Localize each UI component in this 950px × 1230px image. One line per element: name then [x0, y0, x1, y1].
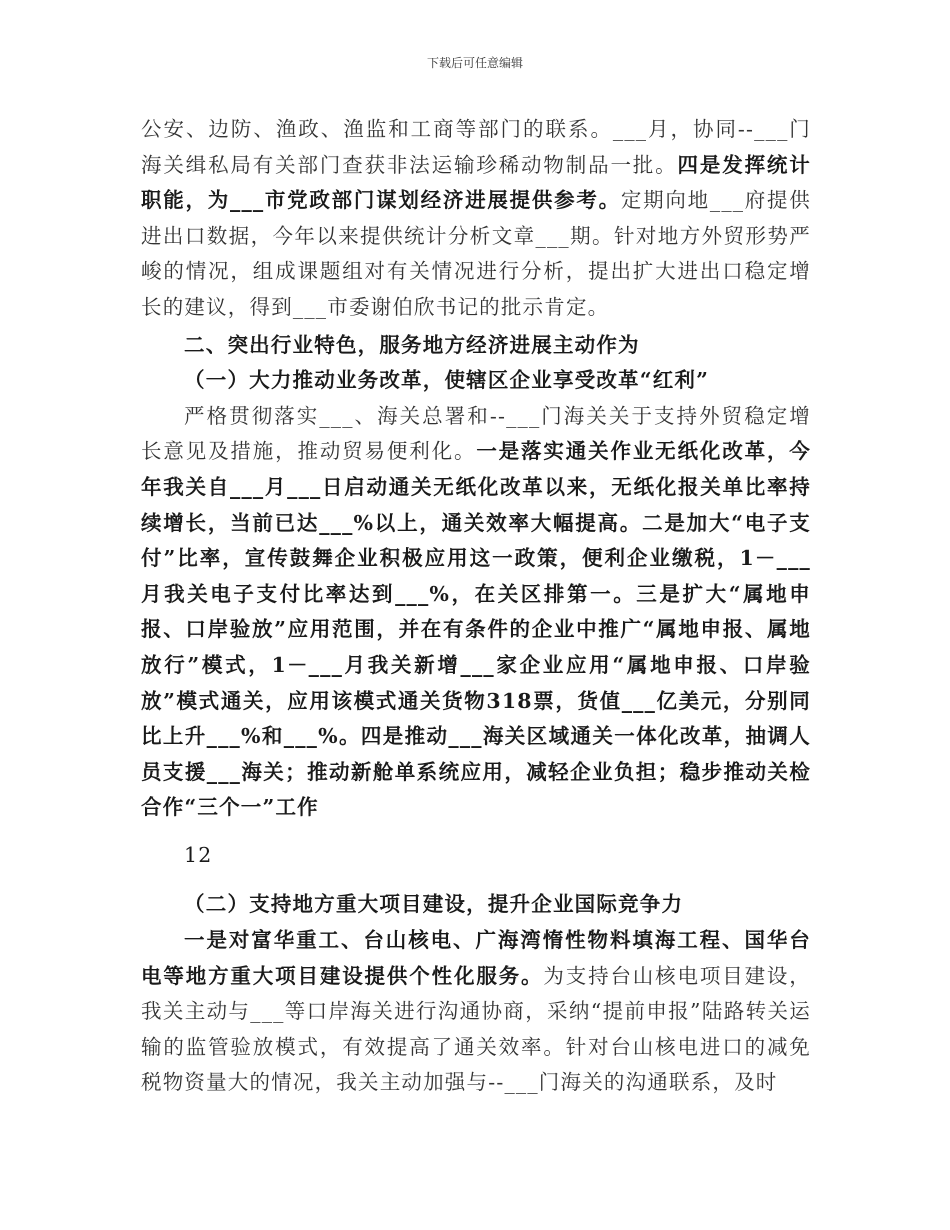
paragraph-1-bold: 四是发挥统计职能，为___市党政部门谋划经济进展提供参考。 [141, 152, 811, 213]
section-heading-2: 二、突出行业特色，服务地方经济进展主动作为 [184, 332, 640, 357]
paragraph-2-bold: 一是落实通关作业无纸化改革，今年我关自___月___日启动通关无纸化改革以来，无纸化报关单比率持续增长，当前已达___%以上，通关效率大幅提高。二是加大“电子支付”比率，宣传鼓舞企业积极应用这一政策，便利企业缴税，1－___月我关电子支付比率达到___%，在关区排第一。三是扩大“属地申报、口岸验放”应用范围，并在有条件的企业中推广“属地申报、属地放行”模式，1－___月我关新增___家企业应用“属地申报、口岸验放”模式通关，应用该模式通关货物318票，货值___亿美元，分别同比上升___%和___%。四是推动___海关区域通关一体化改革，抽调人员支援___海关；推动新舱单系统应用，减轻企业负担；稳步推动关检合作“三个一”工作 [141, 439, 811, 820]
paragraph-1-text-c: 定期向地___府提供进出口数据，今年以来提供统计分析文章___期。针对地方外贸形势严峻的情况，组成课题组对有关情况进行分析，提出扩大进出口稳定增长的建议，得到___市委谢伯欣书记的批示肯定。 [141, 188, 812, 319]
paragraph-1 [141, 112, 811, 326]
page-number: 12 [184, 842, 213, 867]
document-body [141, 112, 811, 1101]
page-header: 下载后可任意编辑 [426, 56, 523, 70]
paragraph-1-text-a: 公安、边防、渔政、渔监和工商等部门的联系。___月，协同--___门海关缉私局有关部门查获非法运输珍稀动物制品一批。 [141, 117, 811, 177]
paragraph-3-text-b: 为支持台山核电项目建设，我关主动与___等口岸海关进行沟通协商，采纳“提前申报”陆路转关运输的监管验放模式，有效提高了通关效率。针对台山核电进口的减免税物资量大的情况，我关主动加强与--___门海关的沟通联系，及时 [141, 963, 811, 1095]
paragraph-3 [141, 923, 811, 1101]
subsection-heading-2: （二）支持地方重大项目建设，提升企业国际竞争力 [184, 892, 684, 917]
paragraph-3-bold: 一是对富华重工、台山核电、广海湾惰性物料填海工程、国华台电等地方重大项目建设提供个性化服务。 [141, 928, 811, 988]
subsection-heading-1: （一）大力推动业务改革，使辖区企业享受改革“红利” [184, 368, 710, 393]
paragraph-2-text-a: 严格贯彻落实___、海关总署和--___门海关关于支持外贸稳定增长意见及措施，推动贸易便利化。 [141, 403, 811, 464]
paragraph-2 [141, 399, 811, 826]
